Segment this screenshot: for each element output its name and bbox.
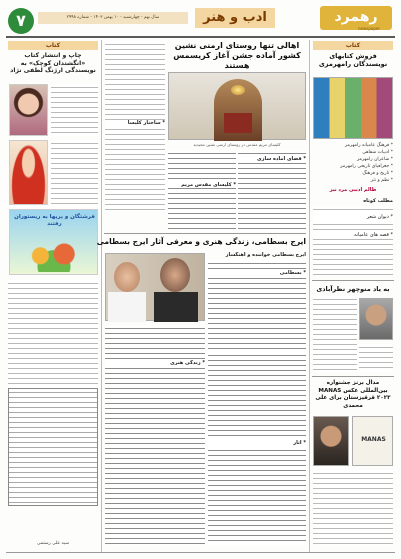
footer-rule — [6, 552, 395, 553]
footer-signature: سید علی رستمی — [37, 541, 69, 546]
book-list-item: * تاریخ و فرهنگ — [362, 171, 393, 176]
poetry-headline: به یاد منوچهر نظرآبادی — [316, 285, 390, 293]
right-highlight: ظالم ادیبی مرد نیز — [329, 187, 377, 193]
left-boxed-note — [8, 388, 98, 506]
author-portrait — [9, 84, 48, 136]
header-rule — [6, 36, 395, 38]
second-subhead-4: * بسطامی — [208, 270, 306, 276]
right-item-a: * دیوان شعر — [313, 214, 393, 220]
right-more-title: مطلب کوتاه — [363, 198, 393, 204]
left-section-label: کتاب — [8, 41, 98, 50]
books-stack-photo — [313, 77, 393, 139]
book-list-item: * شاعران رامهرمز — [357, 157, 393, 162]
church-chandelier — [231, 85, 245, 95]
musician-left-body — [108, 292, 146, 322]
award-photo — [313, 416, 349, 466]
dateline-bar: سال نهم - چهارشنبه - ۱۰ بهمن ۱۴۰۳ - شماره ۲۹۹۸ — [38, 12, 188, 24]
column-rule-right — [309, 40, 310, 552]
book-list-item: * ادبیات شفاهی — [362, 150, 393, 155]
right-headline: فروش کتابهای نویسندگان رامهرمزی — [318, 52, 388, 68]
poet-portrait — [359, 298, 393, 340]
center-subhead-1: * فضای آماده سازی — [238, 156, 306, 162]
right-section-label: کتاب — [313, 41, 393, 50]
second-subhead: ایرج بسطامی خواننده و آهنگساز — [225, 252, 306, 258]
kids-book-title: فرشتگان و پریها به ریستوران رفتند — [14, 214, 95, 227]
main-headline: اهالی تنها روستای ارمنی نشین کشور آماده جشن آغاز کریسمس هستند — [173, 41, 301, 70]
center-divider — [104, 233, 306, 234]
church-photo — [168, 72, 306, 140]
center-subhead-2: * کلیسای مقدس مریم — [168, 182, 236, 188]
second-body-b — [105, 325, 205, 545]
award-certificate-text: MANAS — [361, 436, 386, 443]
book-list-item: * جغرافیای تاریخی رامهرمز — [340, 164, 393, 169]
second-subhead-5: * زندگی هنری — [105, 360, 205, 366]
left-headline: چاپ و انتشار کتاب «انگشتدان کوچک» به نویسندگی ارژنگ لطفی نژاد — [10, 52, 96, 74]
book-list-item: * فرهنگ عامیانه رامهرمز — [344, 143, 393, 148]
logo-tag: newspaper — [358, 26, 380, 31]
musician-left-face — [114, 262, 140, 292]
church-photo-caption: کلیسای مریم مقدس در روستای ارمنی نشین مجیدیه — [193, 142, 281, 147]
book-cover-kids — [9, 209, 98, 275]
section-title: ادب و هنر — [195, 8, 275, 28]
center-top-text — [105, 41, 165, 211]
logo: رهمرد — [320, 6, 392, 30]
book-list-item: * نظم و نثر — [370, 178, 393, 183]
right-divider — [312, 280, 394, 281]
right-divider-2 — [312, 376, 394, 377]
center-body-a — [168, 150, 236, 230]
award-certificate — [352, 416, 393, 466]
right-book-list — [313, 142, 393, 184]
center-subhead-3: * ساختار کلیسا — [105, 120, 165, 126]
poetry-body-2 — [359, 344, 393, 372]
right-item-b: * قصه های عامیانه — [313, 232, 393, 238]
musicians-photo — [105, 253, 205, 321]
book-cover-red — [9, 140, 48, 205]
second-body-c — [208, 352, 306, 545]
second-headline: ایرج بسطامی، زندگی هنری و معرفی آثار ایرج بسطامی — [96, 237, 306, 246]
bottom-headline: مدال برنز جشنواره بین‌المللی عکس MANAS ۲۰۲۳ قرقیزستان برای علی محمدی — [315, 380, 391, 409]
center-body-b — [238, 150, 306, 230]
church-altar — [224, 113, 252, 133]
musician-right-face — [160, 258, 190, 292]
page-number-badge: ۷ — [8, 8, 34, 34]
left-body-text-2 — [51, 140, 98, 205]
poetry-body — [313, 296, 357, 372]
award-body — [313, 470, 393, 545]
musician-right-body — [154, 292, 198, 322]
second-subhead-6: * آثار — [208, 440, 306, 446]
kids-book-art — [20, 236, 88, 272]
column-rule-left — [101, 40, 102, 552]
left-body-text — [51, 84, 98, 136]
